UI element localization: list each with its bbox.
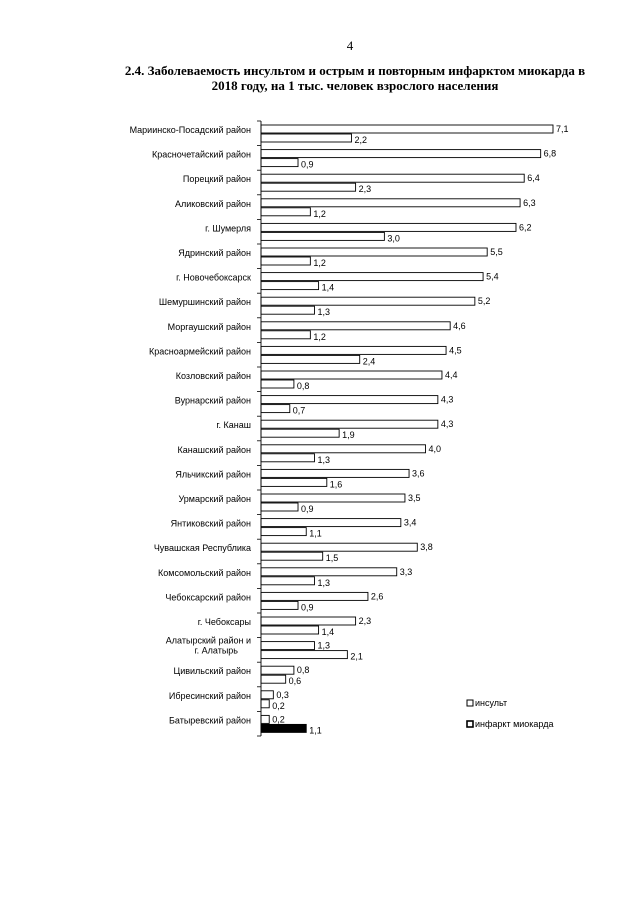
bar-stroke [261, 642, 314, 650]
value-label-stroke: 4,3 [440, 419, 454, 430]
bar-infarction [261, 503, 298, 511]
bar-infarction [261, 626, 319, 634]
value-label-stroke: 0,2 [272, 714, 285, 725]
category-label: Янтиковский район [170, 518, 251, 529]
value-label-infarction: 0,2 [272, 700, 285, 711]
value-label-stroke: 1,3 [317, 640, 330, 651]
value-label-stroke: 6,8 [543, 148, 557, 159]
bar-infarction [261, 577, 314, 585]
category-label: Канашский район [177, 444, 251, 455]
value-label-infarction: 2,1 [350, 651, 363, 662]
value-label-stroke: 3,3 [399, 566, 413, 577]
category-label: г. Чебоксары [197, 617, 251, 627]
bar-infarction [261, 601, 298, 609]
value-label-stroke: 4,0 [428, 443, 442, 454]
value-label-infarction: 1,3 [317, 307, 330, 318]
value-label-stroke: 2,3 [358, 616, 372, 626]
bar-stroke [261, 666, 294, 674]
category-label: Урмарский район [178, 494, 251, 504]
category-label: г. Канаш [216, 420, 251, 431]
value-label-infarction: 1,3 [317, 454, 330, 465]
legend-swatch-stroke [467, 700, 473, 706]
legend-swatch-infarction [467, 721, 473, 727]
bar-infarction [261, 134, 351, 142]
bar-infarction [261, 552, 323, 560]
value-label-infarction: 2,2 [354, 135, 367, 145]
value-label-stroke: 4,3 [440, 394, 454, 405]
category-label: Аликовский район [174, 198, 251, 209]
category-label: Алатырский район и г. Алатырь [165, 635, 251, 656]
value-label-infarction: 1,6 [329, 479, 343, 490]
bar-stroke [261, 617, 356, 625]
bar-stroke [261, 445, 426, 453]
bar-stroke [261, 150, 541, 158]
category-label: Козловский район [175, 371, 251, 381]
bar-stroke [261, 420, 438, 428]
page-number: 4 [346, 38, 354, 53]
value-label-stroke: 3,6 [412, 468, 425, 479]
value-label-infarction: 1,5 [325, 553, 339, 564]
bar-infarction [261, 331, 310, 339]
bar-stroke [261, 568, 397, 576]
value-label-infarction: 0,6 [288, 676, 302, 687]
value-label-infarction: 0,7 [292, 405, 306, 416]
value-label-infarction: 2,3 [358, 184, 372, 195]
value-label-infarction: 1,2 [313, 258, 326, 268]
bar-infarction [261, 282, 319, 290]
value-label-stroke: 3,5 [407, 493, 421, 503]
bar-infarction [261, 675, 286, 683]
bar-stroke [261, 396, 438, 404]
bar-infarction [261, 528, 306, 536]
bar-stroke [261, 223, 516, 231]
value-label-stroke: 7,1 [556, 124, 569, 134]
bar-stroke [261, 248, 487, 256]
bar-infarction [261, 355, 360, 363]
value-label-stroke: 5,2 [477, 296, 491, 307]
value-label-stroke: 5,4 [486, 271, 499, 282]
bar-stroke [261, 494, 405, 502]
category-label: Яльчикский район [175, 469, 251, 480]
bar-infarction [261, 478, 327, 486]
category-label: Красноармейский район [149, 346, 251, 357]
value-label-stroke: 4,6 [453, 320, 466, 331]
value-label-infarction: 0,9 [301, 602, 314, 613]
bar-infarction [261, 208, 310, 216]
category-label: Чебоксарский район [165, 592, 251, 603]
value-label-infarction: 1,4 [321, 282, 335, 293]
value-label-stroke: 6,2 [518, 222, 532, 233]
value-label-stroke: 0,8 [296, 665, 310, 676]
bar-infarction [261, 724, 306, 732]
category-label: Ядринский район [178, 248, 251, 258]
value-label-stroke: 6,3 [523, 197, 536, 208]
value-label-stroke: 6,4 [527, 173, 540, 184]
value-label-stroke: 2,6 [370, 591, 384, 602]
value-label-infarction: 1,2 [313, 331, 326, 342]
value-label-infarction: 1,1 [309, 725, 322, 736]
value-label-infarction: 0,9 [301, 504, 314, 514]
bar-infarction [261, 306, 314, 314]
value-label-stroke: 5,5 [490, 247, 503, 257]
bar-stroke [261, 592, 368, 600]
bar-infarction [261, 380, 294, 388]
category-label: Шемуршинский район [158, 297, 251, 308]
value-label-infarction: 1,9 [342, 430, 355, 441]
bar-stroke [261, 691, 273, 699]
value-label-infarction: 1,3 [317, 577, 330, 588]
category-label: Батыревский район [168, 715, 251, 726]
bar-stroke [261, 297, 475, 305]
category-label: Порецкий район [182, 174, 251, 185]
bar-stroke [261, 346, 446, 354]
value-label-stroke: 0,3 [276, 689, 289, 700]
value-label-stroke: 4,4 [444, 370, 458, 380]
category-label: Мариинско-Посадский район [129, 125, 251, 135]
bar-infarction [261, 257, 310, 265]
value-label-infarction: 3,0 [387, 233, 400, 244]
bar-stroke [261, 199, 520, 207]
category-label: Вурнарский район [174, 395, 251, 406]
bar-stroke [261, 543, 417, 551]
category-label: г. Шумерля [205, 223, 251, 234]
value-label-infarction: 0,8 [296, 381, 310, 391]
legend-label-infarction: инфаркт миокарда [475, 719, 554, 729]
value-label-infarction: 1,4 [321, 627, 335, 637]
bar-stroke [261, 322, 450, 330]
bar-infarction [261, 183, 356, 191]
bar-infarction [261, 159, 298, 167]
bar-stroke [261, 125, 553, 133]
bar-infarction [261, 405, 290, 413]
bar-stroke [261, 273, 483, 281]
bar-stroke [261, 715, 269, 723]
value-label-infarction: 2,4 [362, 356, 376, 367]
bar-infarction [261, 232, 384, 240]
category-label: Ибресинский район [168, 690, 251, 701]
category-label: Моргаушский район [167, 321, 251, 332]
value-label-infarction: 0,9 [301, 159, 314, 170]
bar-stroke [261, 371, 442, 379]
bar-stroke [261, 519, 401, 527]
category-label: Красночетайский район [152, 149, 251, 160]
category-label: Комсомольский район [158, 567, 251, 578]
bar-infarction [261, 429, 339, 437]
category-label: г. Новочебоксарск [176, 272, 251, 283]
chart-title: 2.4. Заболеваемость инсультом и острым и повторным инфарктом миокарда в 2018 году, на 1 тыс. человек взрослого населения [124, 63, 586, 93]
bar-infarction [261, 651, 347, 659]
value-label-stroke: 3,8 [420, 542, 433, 553]
value-label-stroke: 3,4 [403, 517, 417, 528]
legend-label-stroke: инсульт [475, 698, 508, 708]
value-label-stroke: 4,5 [449, 345, 462, 356]
value-label-infarction: 1,2 [313, 208, 326, 219]
bar-stroke [261, 174, 524, 182]
category-label: Цивильский район [173, 666, 251, 677]
category-label: Чувашская Республика [153, 543, 251, 554]
bar-infarction [261, 700, 269, 708]
value-label-infarction: 1,1 [309, 528, 322, 539]
bar-infarction [261, 454, 314, 462]
bar-stroke [261, 469, 409, 477]
